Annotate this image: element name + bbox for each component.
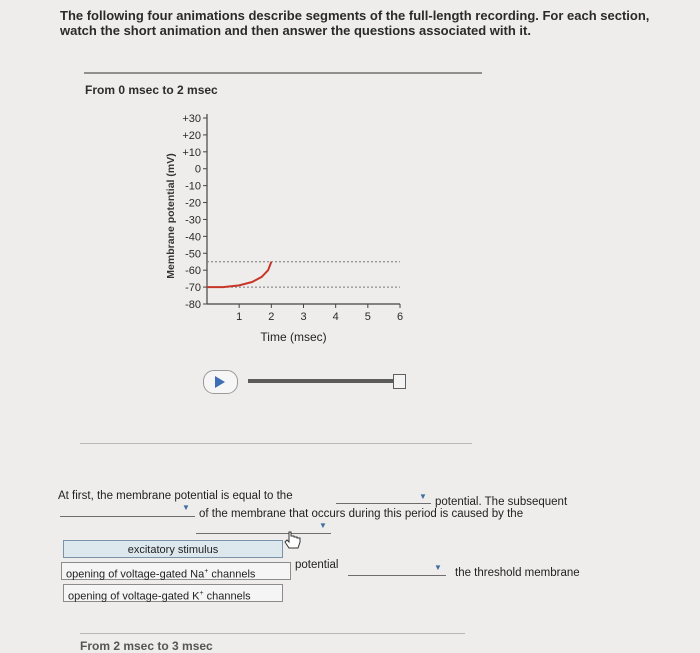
- option-suffix: channels: [203, 590, 251, 603]
- dropdown-option-na[interactable]: [61, 562, 291, 580]
- dropdown-option-k[interactable]: [63, 584, 283, 602]
- option-label: opening of voltage-gated K: [68, 590, 200, 603]
- dropdown-option-excitatory[interactable]: [63, 540, 283, 558]
- y-tick-label: -20: [185, 197, 201, 210]
- bottom-divider: [80, 633, 465, 634]
- question-line3-end: the threshold membrane: [455, 567, 580, 579]
- hand-cursor-icon: [283, 530, 303, 552]
- x-tick-label: 1: [236, 311, 243, 323]
- chevron-down-icon: ▼: [319, 521, 327, 530]
- x-tick-label: 2: [268, 311, 275, 323]
- y-tick-label: +30: [182, 113, 201, 125]
- play-button[interactable]: [203, 370, 238, 394]
- option-label: opening of voltage-gated Na: [66, 568, 205, 581]
- y-tick-label: 0: [194, 163, 201, 176]
- y-tick-label: -40: [185, 231, 201, 244]
- y-tick-label: -80: [185, 299, 201, 311]
- x-tick-label: 5: [364, 311, 371, 323]
- option-suffix: channels: [208, 568, 256, 581]
- section-title-0-2: From 0 msec to 2 msec: [85, 83, 218, 97]
- chevron-down-icon: ▼: [182, 503, 190, 512]
- y-axis-label: Membrane potential (mV): [165, 153, 177, 279]
- x-axis-label: Time (msec): [260, 330, 327, 344]
- y-tick-label: +20: [182, 129, 201, 142]
- playback-slider-handle[interactable]: [393, 374, 406, 389]
- y-tick-label: -60: [185, 265, 201, 278]
- chevron-down-icon: ▼: [419, 492, 427, 501]
- membrane-change-dropdown[interactable]: [60, 516, 195, 517]
- x-tick-label: 4: [332, 311, 339, 323]
- mid-divider: [80, 443, 472, 444]
- y-tick-label: +10: [182, 146, 201, 159]
- cause-dropdown-list: [58, 532, 293, 612]
- chevron-down-icon: ▼: [434, 563, 442, 572]
- y-tick-label: -70: [185, 282, 201, 295]
- y-tick-label: -50: [185, 248, 201, 261]
- y-tick-label: -10: [185, 180, 201, 193]
- superscript: +: [204, 568, 209, 575]
- playback-progress-track[interactable]: [248, 379, 396, 383]
- membrane-potential-series: [207, 262, 271, 287]
- question-line1-end: potential. The subsequent: [435, 496, 568, 508]
- y-tick-label: -30: [185, 214, 201, 227]
- question-line2: of the membrane that occurs during this period is caused by the: [199, 508, 524, 520]
- option-label: excitatory stimulus: [127, 544, 219, 556]
- membrane-potential-chart: [160, 108, 420, 358]
- section-title-2-3: From 2 msec to 3 msec: [80, 639, 213, 653]
- x-tick-label: 6: [396, 311, 404, 323]
- question-line1-start: At first, the membrane potential is equal to the: [58, 490, 293, 502]
- x-tick-label: 3: [300, 311, 307, 323]
- play-icon: [214, 376, 226, 388]
- comparison-dropdown[interactable]: [348, 575, 446, 576]
- question-line3-potential: potential: [295, 559, 339, 571]
- top-divider: [84, 72, 482, 74]
- resting-potential-dropdown[interactable]: [336, 503, 431, 504]
- animation-player: [203, 370, 408, 394]
- superscript: +: [199, 590, 204, 597]
- instructions-text: The following four animations describe segments of the full-length recording. For each section, watch the short animation and then answer the questions associated with it.: [60, 8, 650, 38]
- chart-svg: [160, 108, 420, 358]
